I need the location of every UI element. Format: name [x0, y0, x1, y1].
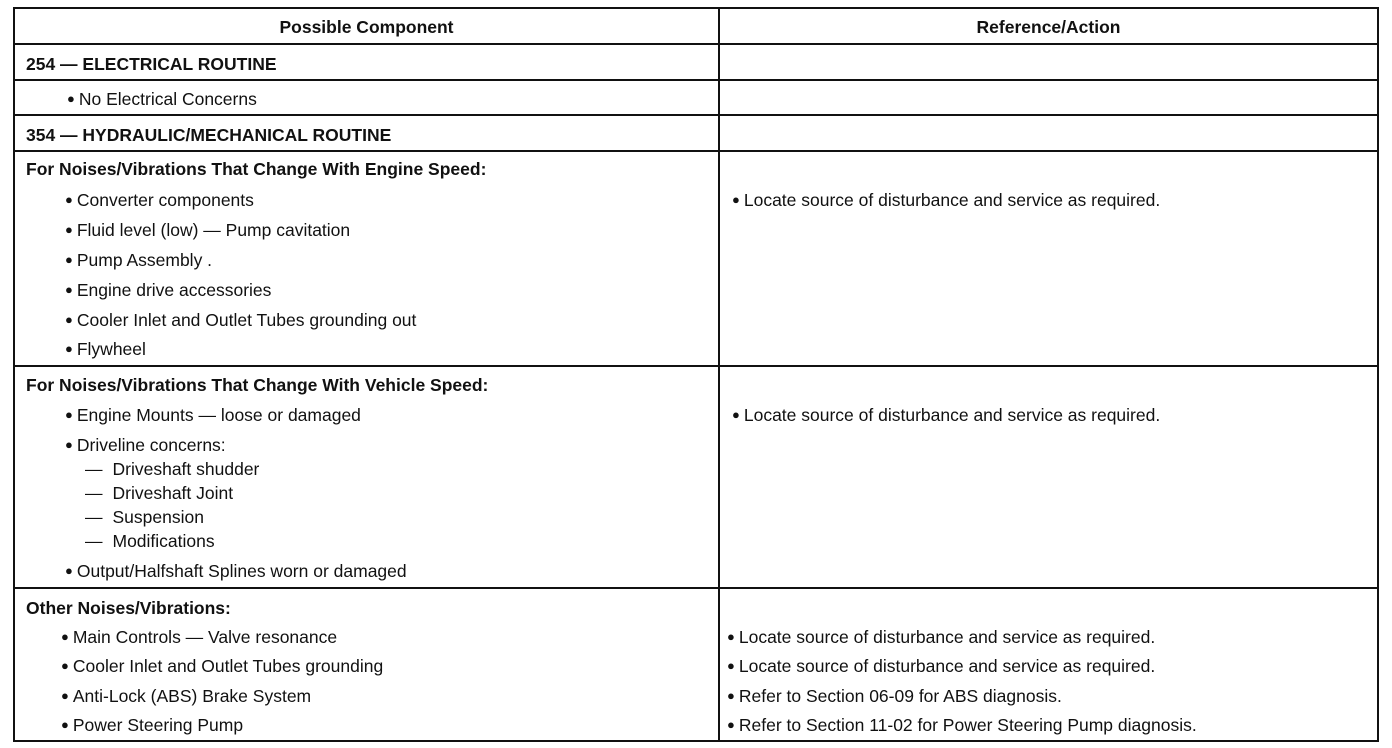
list-item: ● Flywheel [65, 341, 146, 359]
diagnostic-table [13, 7, 1379, 742]
action-text: ● Locate source of disturbance and service as required. [727, 658, 1155, 676]
list-item: ● Converter components [65, 192, 254, 210]
table-row [15, 589, 1377, 740]
list-item: ● Engine Mounts — loose or damaged [65, 407, 361, 425]
list-item: ● Anti-Lock (ABS) Brake System [61, 688, 311, 706]
sub-list-item: — Driveshaft shudder [85, 461, 259, 479]
column-divider [718, 152, 720, 365]
list-item: ● Engine drive accessories [65, 282, 271, 300]
action-text: ● Refer to Section 06-09 for ABS diagnosis. [727, 688, 1062, 706]
section-title-other: Other Noises/Vibrations: [26, 598, 231, 618]
column-divider [718, 81, 720, 114]
list-item: ● Output/Halfshaft Splines worn or damaged [65, 563, 407, 581]
action-text: ● Locate source of disturbance and service as required. [732, 192, 1160, 210]
action-text: ● Refer to Section 11-02 for Power Steering Pump diagnosis. [727, 717, 1197, 735]
sub-list-item: — Driveshaft Joint [85, 485, 233, 503]
list-item: ● No Electrical Concerns [67, 91, 257, 109]
sub-list-item: — Suspension [85, 509, 204, 527]
section-title-electrical: 254 — ELECTRICAL ROUTINE [26, 54, 277, 74]
table-row [15, 45, 1377, 81]
column-divider [718, 367, 720, 587]
table-row [15, 81, 1377, 116]
table-row [15, 152, 1377, 367]
list-item: ● Main Controls — Valve resonance [61, 629, 337, 647]
table-row [15, 116, 1377, 152]
list-item: ● Fluid level (low) — Pump cavitation [65, 222, 350, 240]
action-text: ● Locate source of disturbance and service as required. [727, 629, 1155, 647]
column-header-component: Possible Component [279, 17, 454, 37]
section-title-vehicle-speed: For Noises/Vibrations That Change With Vehicle Speed: [26, 375, 489, 395]
column-divider [718, 45, 720, 79]
table-row [15, 367, 1377, 589]
column-divider [718, 589, 720, 740]
action-text: ● Locate source of disturbance and service as required. [732, 407, 1160, 425]
table-header-row [15, 9, 1377, 45]
list-item: ● Pump Assembly . [65, 252, 212, 270]
column-header-action: Reference/Action [976, 17, 1121, 37]
section-title-engine-speed: For Noises/Vibrations That Change With Engine Speed: [26, 159, 487, 179]
section-title-hydraulic: 354 — HYDRAULIC/MECHANICAL ROUTINE [26, 125, 392, 145]
column-divider [718, 116, 720, 150]
list-item: ● Driveline concerns: [65, 437, 226, 455]
list-item: ● Cooler Inlet and Outlet Tubes grounding [61, 658, 383, 676]
sub-list-item: — Modifications [85, 533, 215, 551]
list-item: ● Power Steering Pump [61, 717, 243, 735]
list-item: ● Cooler Inlet and Outlet Tubes grounding out [65, 312, 416, 330]
